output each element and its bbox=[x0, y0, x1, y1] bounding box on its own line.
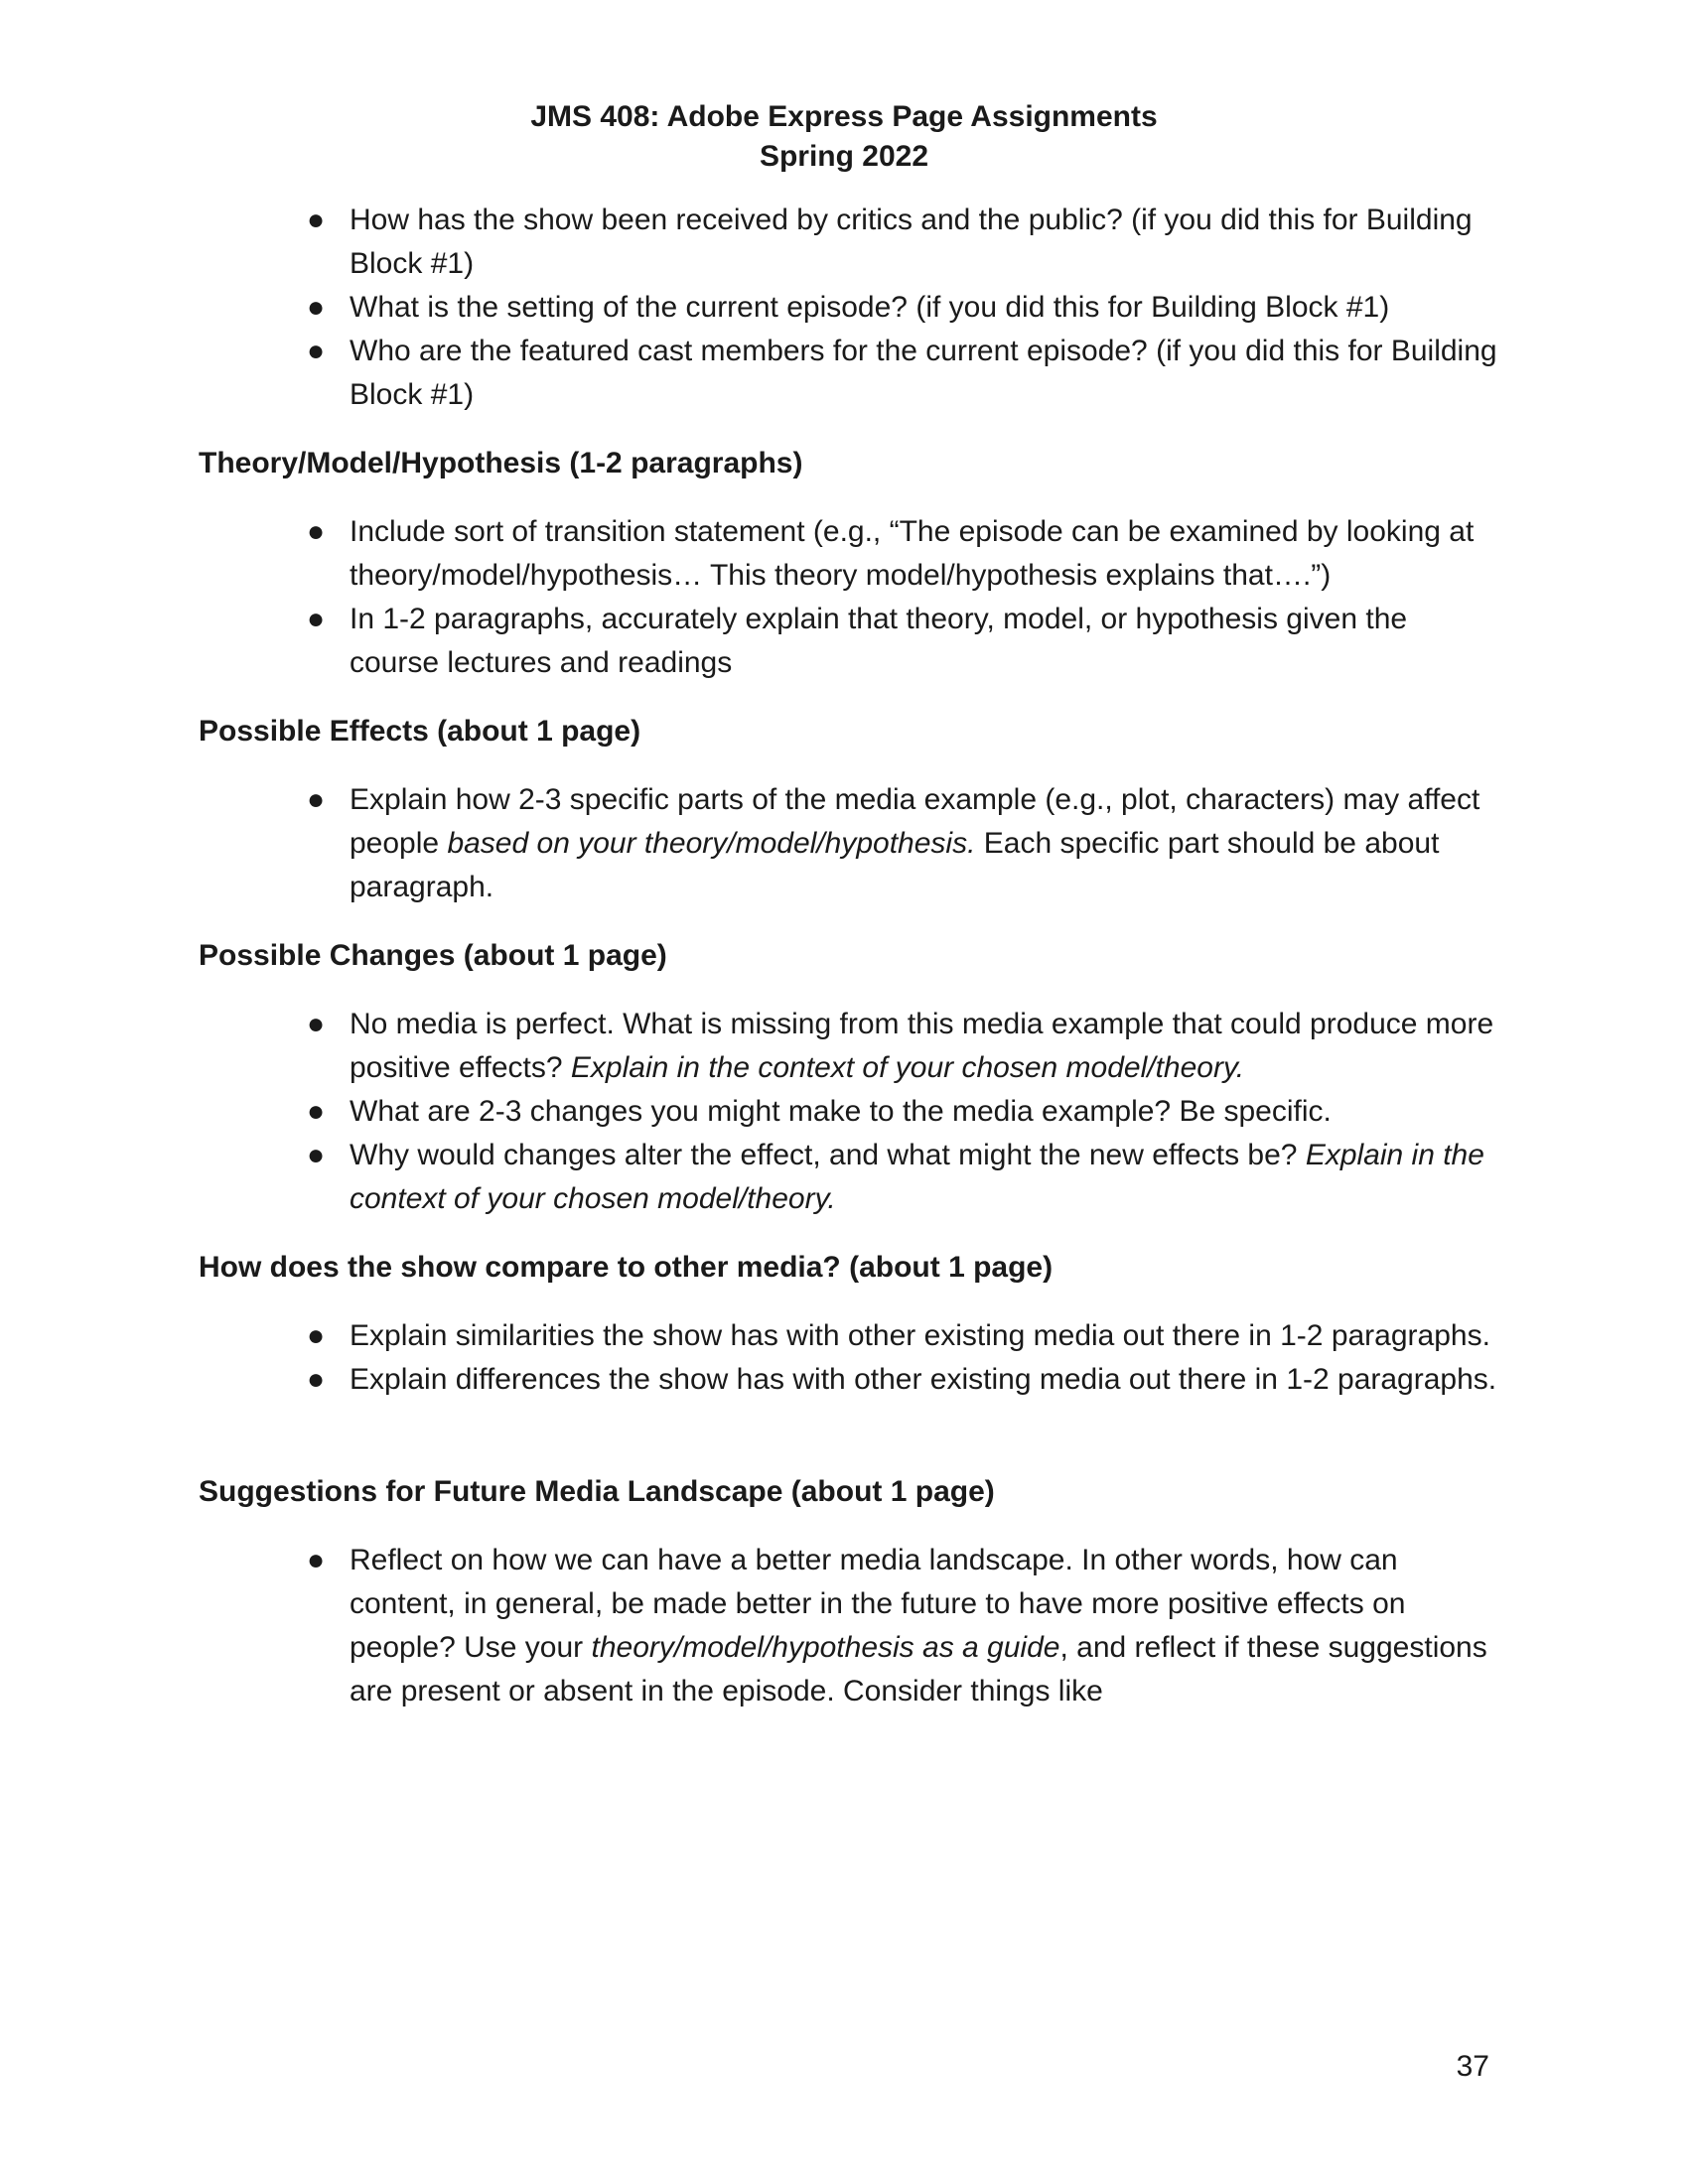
bullet-icon: ● bbox=[306, 1544, 326, 1576]
bullet-icon: ● bbox=[306, 603, 326, 635]
bullet-icon: ● bbox=[306, 1008, 326, 1040]
item-text: What are 2-3 changes you might make to the media example? Be specific. bbox=[350, 1095, 1332, 1128]
header-title: JMS 408: Adobe Express Page Assignments bbox=[530, 100, 1158, 133]
document-header bbox=[0, 97, 1688, 177]
italic-text: theory/model/hypothesis as a guide bbox=[591, 1631, 1060, 1664]
bullet-icon: ● bbox=[306, 335, 326, 367]
spacer bbox=[199, 978, 1489, 1003]
section-heading: Suggestions for Future Media Landscape (about 1 page) bbox=[199, 1475, 995, 1508]
italic-text: Explain in the context of your chosen model/theory. bbox=[570, 1051, 1245, 1084]
list-item bbox=[199, 1003, 1501, 1090]
item-text: Reflect on how we can have a better media landscape. In other words, how can content, in general, be made better in the future to have more positive effects on people? Use your bbox=[350, 1544, 1406, 1664]
section-heading: Possible Changes (about 1 page) bbox=[199, 939, 667, 972]
section-bullet-list bbox=[199, 1003, 1494, 1221]
item-text: What is the setting of the current episode? (if you did this for Building Block #1) bbox=[350, 291, 1390, 324]
list-item bbox=[199, 199, 1501, 286]
item-text: No media is perfect. What is missing from this media example that could produce more positive effects? bbox=[350, 1008, 1494, 1084]
bullet-icon: ● bbox=[306, 783, 326, 816]
item-text: Include sort of transition statement (e.g., “The episode can be examined by looking at theory/model/hypothesis… This theory model/hypothesis explains that….”) bbox=[350, 515, 1475, 592]
item-text: Explain how 2-3 specific parts of the media example (e.g., plot, characters) may affect people bbox=[350, 783, 1480, 860]
section-bullet-list bbox=[199, 1314, 1497, 1402]
spacer bbox=[199, 1514, 1489, 1539]
intro-bullet-list bbox=[199, 199, 1497, 417]
list-item bbox=[199, 1539, 1501, 1713]
section-bullet-list bbox=[199, 510, 1489, 685]
spacer bbox=[199, 1402, 1489, 1470]
item-text: Explain similarities the show has with other existing media out there in 1-2 paragraphs. bbox=[350, 1319, 1490, 1352]
italic-text: based on your theory/model/hypothesis. bbox=[447, 827, 976, 860]
sections-container bbox=[199, 417, 1497, 1713]
list-item bbox=[199, 286, 1501, 330]
bullet-icon: ● bbox=[306, 1319, 326, 1352]
header-term: Spring 2022 bbox=[759, 140, 929, 173]
bullet-icon: ● bbox=[306, 1139, 326, 1171]
document-body bbox=[199, 199, 1497, 1713]
spacer bbox=[199, 753, 1489, 778]
list-item bbox=[199, 510, 1501, 598]
list-item bbox=[199, 598, 1501, 685]
list-item bbox=[199, 1134, 1501, 1221]
list-item bbox=[199, 1090, 1501, 1134]
item-text: How has the show been received by critics and the public? (if you did this for Building Block #1) bbox=[350, 204, 1473, 280]
item-text: Explain differences the show has with other existing media out there in 1-2 paragraphs. bbox=[350, 1363, 1497, 1396]
item-text: , and reflect if these suggestions are present or absent in the episode. Consider things like bbox=[350, 1631, 1487, 1707]
section-bullet-list bbox=[199, 778, 1489, 909]
bullet-icon: ● bbox=[306, 1095, 326, 1128]
item-text: Why would changes alter the effect, and what might the new effects be? bbox=[350, 1139, 1306, 1171]
bullet-icon: ● bbox=[306, 515, 326, 548]
item-text: Each specific part should be about paragraph. bbox=[350, 827, 1440, 903]
list-item bbox=[199, 1314, 1501, 1358]
spacer bbox=[199, 1221, 1489, 1246]
item-text: Who are the featured cast members for the current episode? (if you did this for Building Block #1) bbox=[350, 335, 1497, 411]
section-heading: How does the show compare to other media? (about 1 page) bbox=[199, 1251, 1054, 1284]
spacer bbox=[199, 685, 1489, 710]
section-heading: Possible Effects (about 1 page) bbox=[199, 715, 641, 748]
section-heading: Theory/Model/Hypothesis (1-2 paragraphs) bbox=[199, 447, 803, 479]
item-text: In 1-2 paragraphs, accurately explain that theory, model, or hypothesis given the course lectures and readings bbox=[350, 603, 1408, 679]
bullet-icon: ● bbox=[306, 204, 326, 236]
list-item bbox=[199, 330, 1501, 417]
section-bullet-list bbox=[199, 1539, 1489, 1713]
spacer bbox=[199, 417, 1489, 442]
page-number: 37 bbox=[1456, 2050, 1489, 2083]
bullet-icon: ● bbox=[306, 291, 326, 324]
spacer bbox=[199, 909, 1489, 934]
spacer bbox=[199, 1290, 1489, 1314]
list-item bbox=[199, 778, 1501, 909]
spacer bbox=[199, 485, 1489, 510]
bullet-icon: ● bbox=[306, 1363, 326, 1396]
italic-text: Explain in the context of your chosen model/theory. bbox=[350, 1139, 1484, 1215]
list-item bbox=[199, 1358, 1501, 1402]
